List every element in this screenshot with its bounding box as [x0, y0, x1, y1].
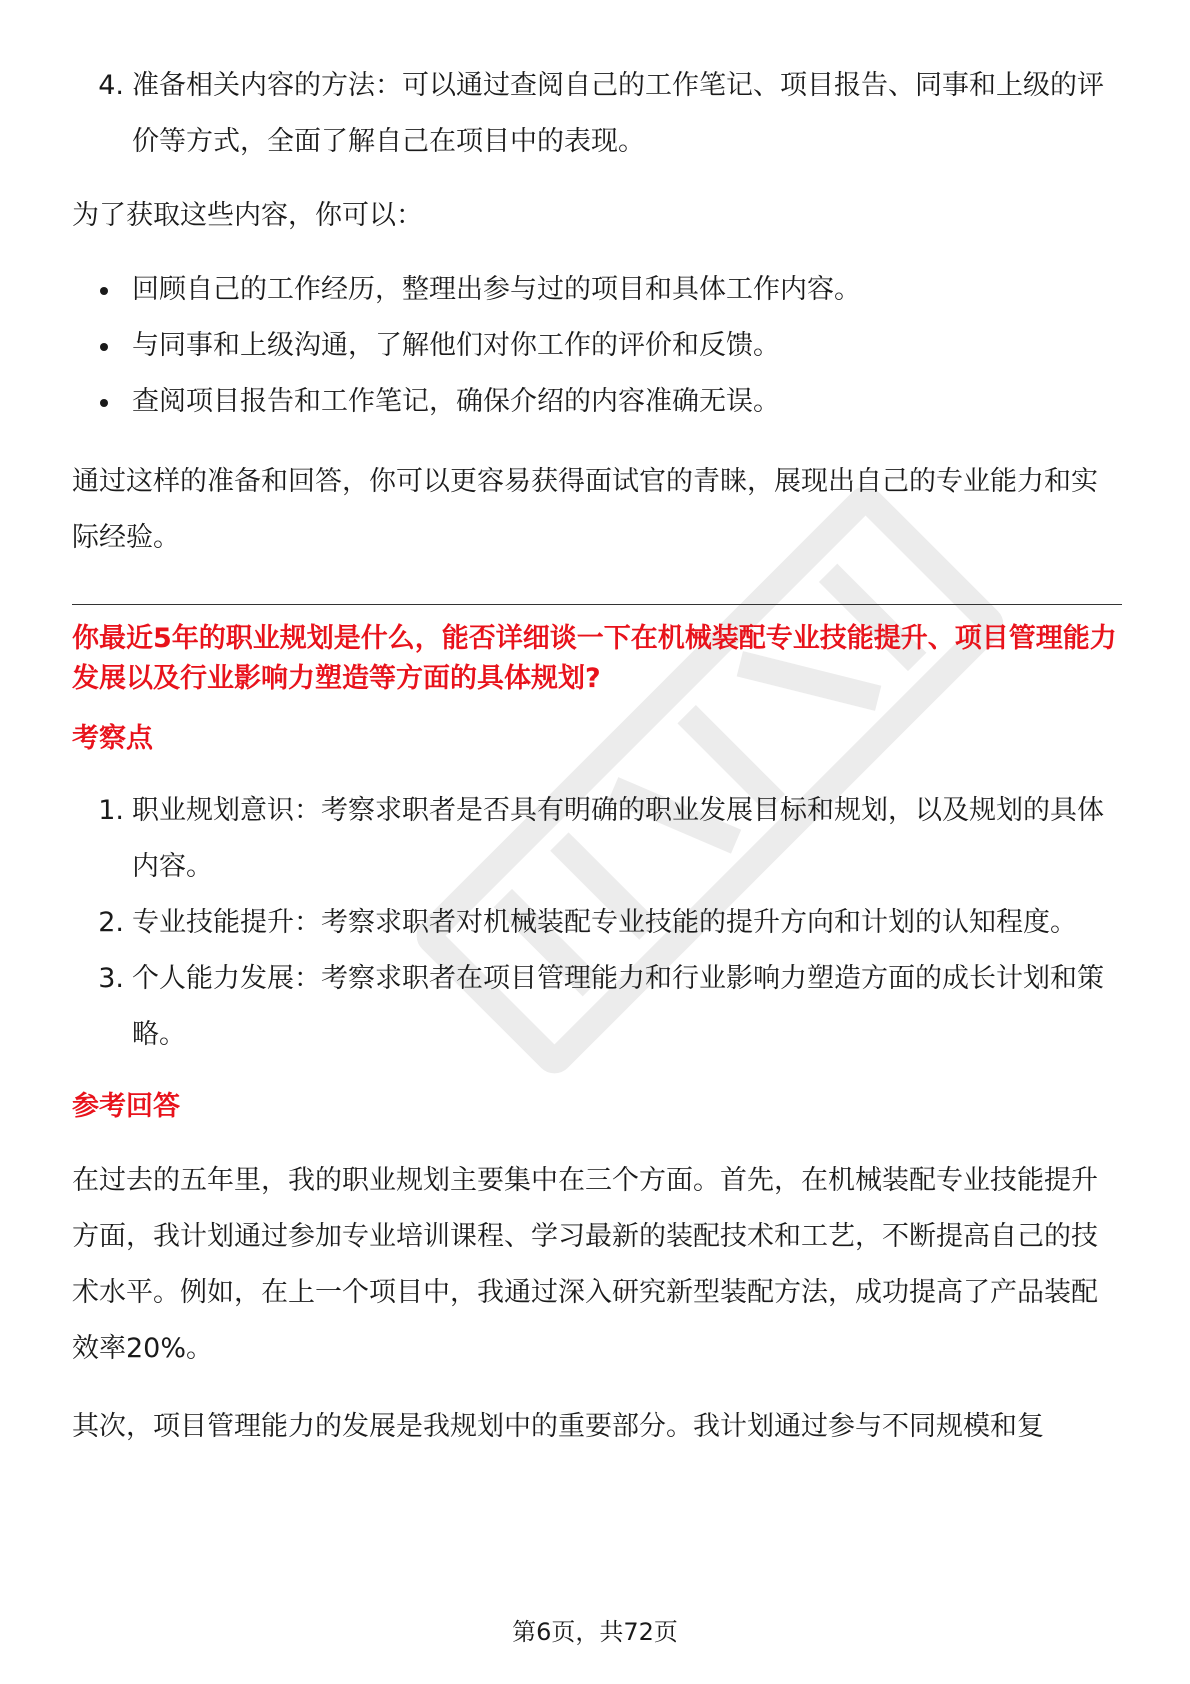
question-heading: 你最近5年的职业规划是什么，能否详细谈一下在机械装配专业技能提升、项目管理能力发展以及行业影响力塑造等方面的具体规划? [72, 623, 1117, 694]
answer-paragraph: 其次，项目管理能力的发展是我规划中的重要部分。我计划通过参与不同规模和复 [72, 1411, 1044, 1442]
list-item-text: 与同事和上级沟通，了解他们对你工作的评价和反馈。 [132, 330, 780, 361]
intro-list [72, 58, 1122, 170]
list-item-text: 查阅项目报告和工作笔记，确保介绍的内容准确无误。 [132, 386, 780, 417]
bullet-icon [72, 262, 124, 318]
list-item-text: 回顾自己的工作经历，整理出参与过的项目和具体工作内容。 [132, 274, 861, 305]
list-item-number: 3. [98, 963, 124, 994]
answer-heading: 参考回答 [72, 1091, 180, 1122]
exam-points-heading: 考察点 [72, 723, 153, 754]
document-body [72, 58, 1122, 1455]
bullet-icon [72, 374, 124, 430]
lead-text: 为了获取这些内容，你可以： [72, 200, 423, 231]
bullet-list [72, 262, 1122, 430]
page-footer: 第6页，共72页 [512, 1618, 678, 1646]
bullet-icon [72, 318, 124, 374]
list-item-number: 2. [98, 907, 124, 938]
closing-text: 通过这样的准备和回答，你可以更容易获得面试官的青睐，展现出自己的专业能力和实际经验。 [72, 466, 1098, 553]
list-item [72, 262, 1122, 318]
list-item-number: 1. [98, 795, 124, 826]
list-item [72, 58, 1122, 170]
exam-points-list [72, 783, 1122, 1063]
list-item-text: 准备相关内容的方法：可以通过查阅自己的工作笔记、项目报告、同事和上级的评价等方式，全面了解自己在项目中的表现。 [132, 70, 1104, 157]
list-item-text: 专业技能提升：考察求职者对机械装配专业技能的提升方向和计划的认知程度。 [132, 907, 1077, 938]
list-item [72, 374, 1122, 430]
list-item [72, 951, 1122, 1063]
list-item-text: 职业规划意识：考察求职者是否具有明确的职业发展目标和规划，以及规划的具体内容。 [132, 795, 1104, 882]
list-item-number: 4. [98, 70, 124, 101]
list-item-text: 个人能力发展：考察求职者在项目管理能力和行业影响力塑造方面的成长计划和策略。 [132, 963, 1104, 1050]
list-item [72, 895, 1122, 951]
list-item [72, 783, 1122, 895]
list-item [72, 318, 1122, 374]
answer-paragraph: 在过去的五年里，我的职业规划主要集中在三个方面。首先，在机械装配专业技能提升方面，我计划通过参加专业培训课程、学习最新的装配技术和工艺，不断提高自己的技术水平。例如，在上一个项目中，我通过深入研究新型装配方法，成功提高了产品装配效率20%。 [72, 1165, 1098, 1364]
